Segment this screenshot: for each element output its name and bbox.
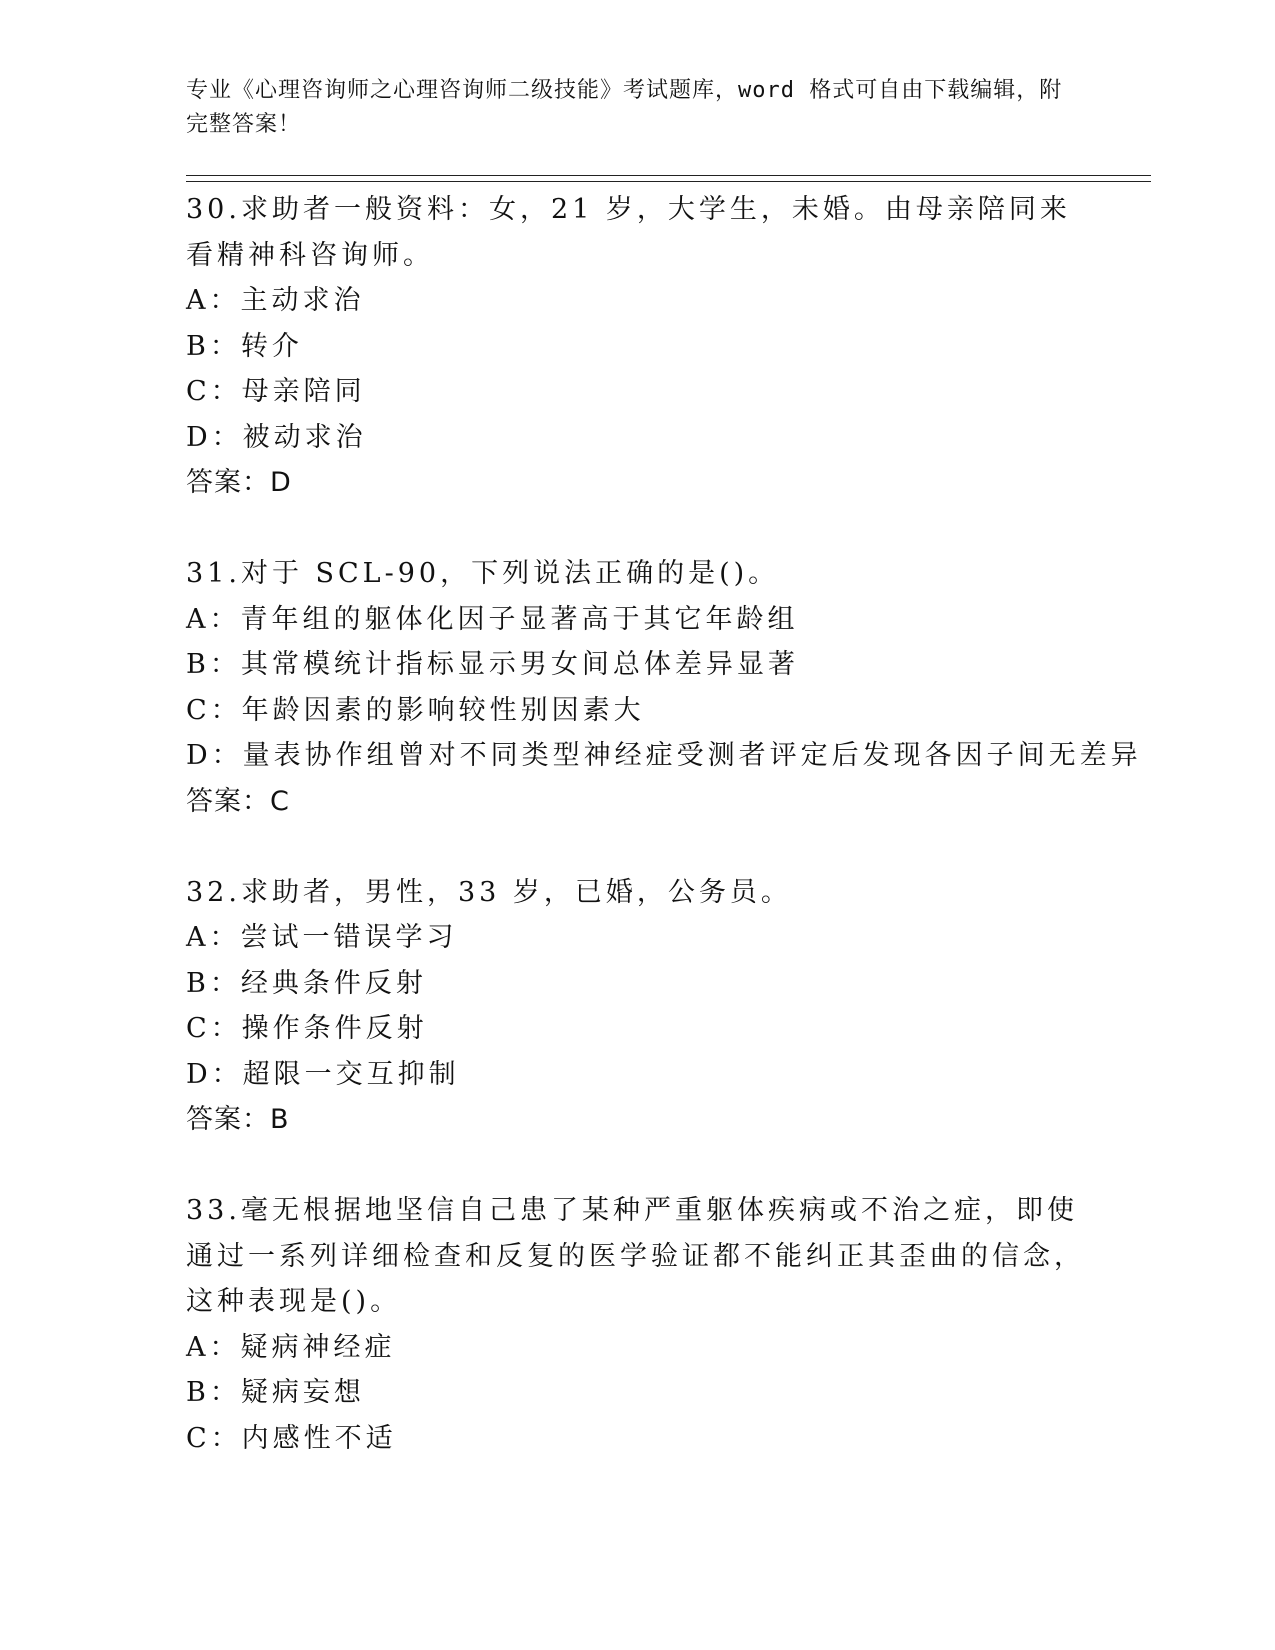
option-c: C：年龄因素的影响较性别因素大 bbox=[186, 694, 645, 726]
question-32 bbox=[186, 870, 1086, 1143]
option-b: B：转介 bbox=[186, 330, 303, 362]
answer-line: 答案：D bbox=[186, 467, 292, 498]
option-b: B：经典条件反射 bbox=[186, 967, 427, 999]
question-stem: 31.对于 SCL-90，下列说法正确的是()。 bbox=[186, 558, 780, 589]
option-c: C：操作条件反射 bbox=[186, 1013, 428, 1044]
option-c: C：母亲陪同 bbox=[186, 376, 366, 407]
option-a: A：疑病神经症 bbox=[186, 1331, 396, 1363]
option-c: C：内感性不适 bbox=[186, 1422, 397, 1454]
option-d: D：被动求治 bbox=[186, 421, 367, 453]
question-list bbox=[186, 187, 1142, 1461]
question-stem: 30.求助者一般资料：女，21 岁，大学生，未婚。由母亲陪同来看精神科咨询师。 bbox=[186, 194, 1071, 271]
question-stem: 32.求助者，男性，33 岁，已婚，公务员。 bbox=[186, 876, 792, 908]
option-b: B：疑病妄想 bbox=[186, 1377, 365, 1408]
question-stem: 33.毫无根据地坚信自己患了某种严重躯体疾病或不治之症，即使通过一系列详细检查和反复的医学验证都不能纠正其歪曲的信念，这种表现是()。 bbox=[186, 1195, 1085, 1317]
option-a: A：青年组的躯体化因子显著高于其它年龄组 bbox=[186, 603, 799, 635]
header-divider-top bbox=[186, 175, 1151, 176]
option-b: B：其常模统计指标显示男女间总体差异显著 bbox=[186, 649, 799, 680]
answer-line: 答案：C bbox=[186, 785, 290, 817]
question-30 bbox=[186, 187, 1086, 506]
option-a: A：尝试一错误学习 bbox=[186, 922, 458, 953]
answer-line: 答案：B bbox=[186, 1104, 290, 1135]
header-note: 专业《心理咨询师之心理咨询师二级技能》考试题库，word 格式可自由下载编辑，附完整答案！ bbox=[186, 78, 1063, 137]
option-d: D：量表协作组曾对不同类型神经症受测者评定后发现各因子间无差异 bbox=[186, 740, 1142, 771]
option-d: D：超限一交互抑制 bbox=[186, 1058, 460, 1090]
header-divider-bottom bbox=[186, 181, 1151, 182]
question-spacer bbox=[186, 1143, 1086, 1189]
question-33 bbox=[186, 1188, 1086, 1461]
question-31 bbox=[186, 551, 1142, 824]
question-spacer bbox=[186, 824, 1086, 870]
option-a: A：主动求治 bbox=[186, 285, 365, 316]
question-spacer bbox=[186, 506, 1086, 552]
